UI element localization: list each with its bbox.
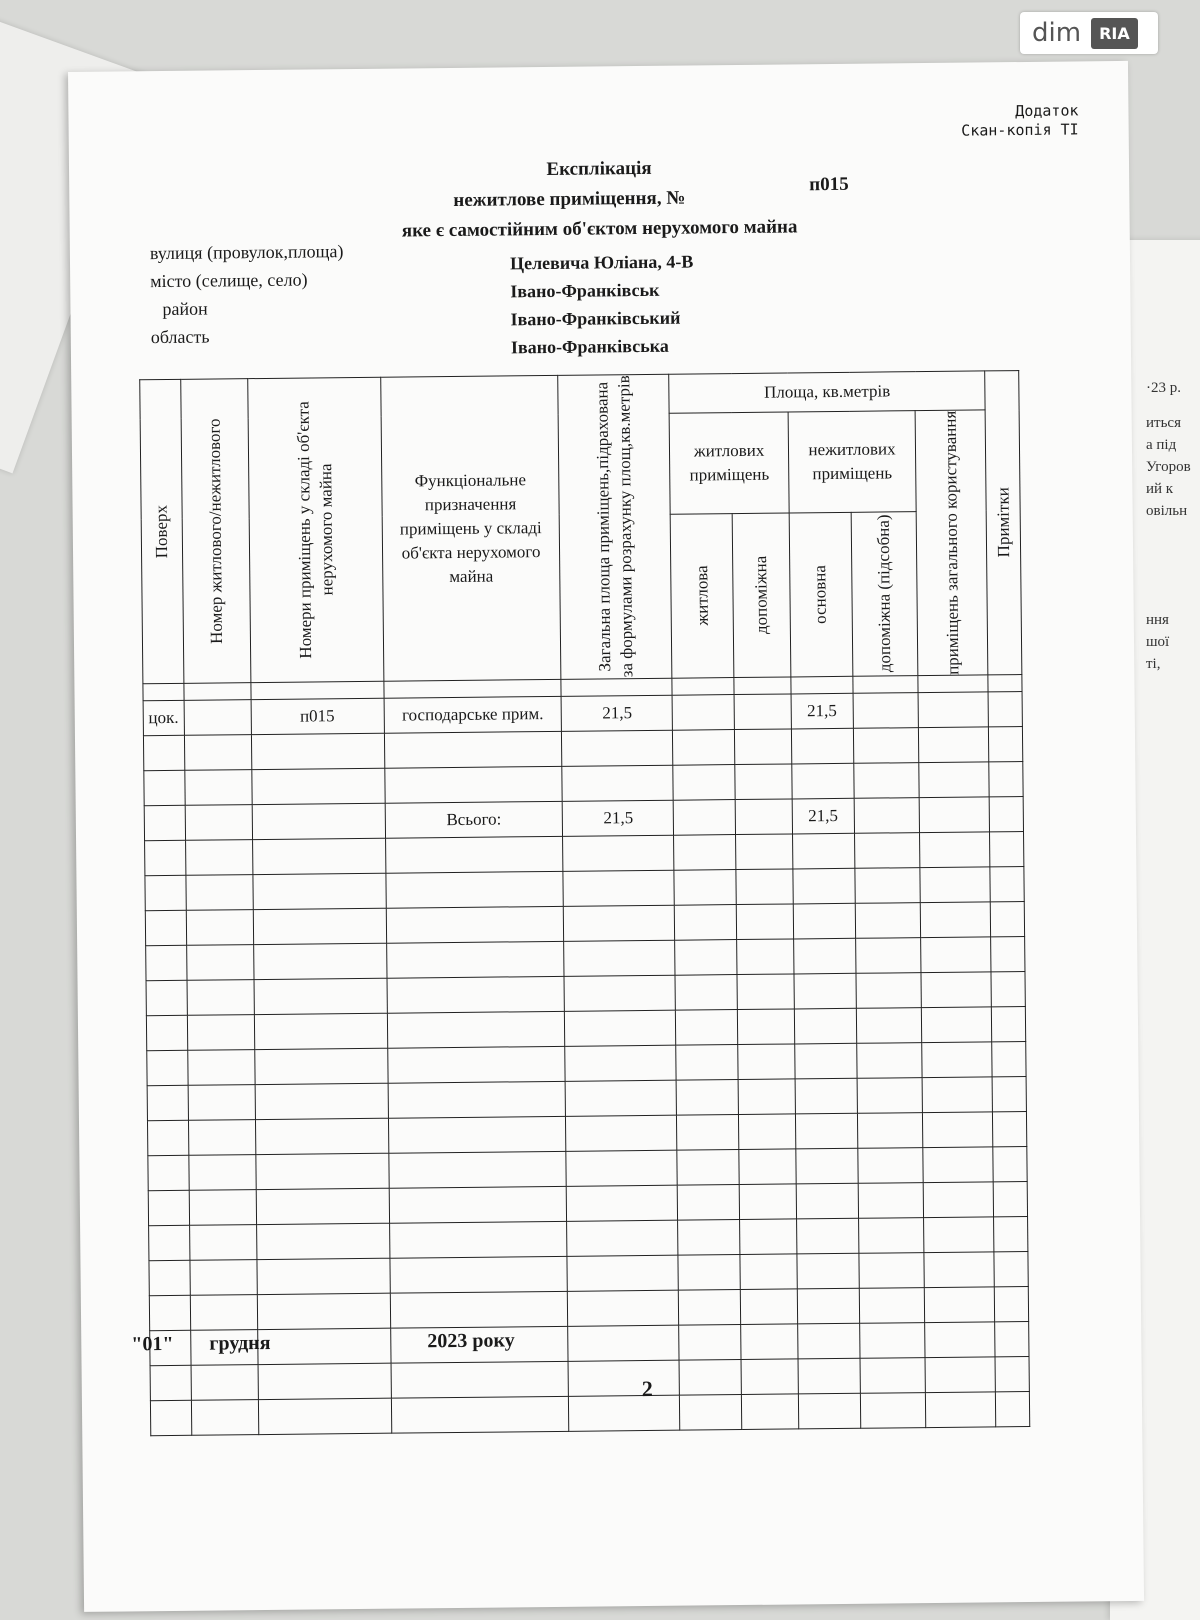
region-label: область bbox=[150, 326, 210, 348]
district-label: район bbox=[162, 298, 208, 320]
cell-number bbox=[184, 700, 251, 736]
city-label: місто (селище, село) bbox=[150, 269, 308, 292]
header-residential: житлових приміщень bbox=[670, 412, 789, 514]
cell-total-area: 21,5 bbox=[562, 695, 673, 731]
header-area-group: Площа, кв.метрів bbox=[669, 371, 985, 413]
footer-year: 2023 року bbox=[427, 1329, 515, 1353]
header-room-numbers: Номери приміщень у складі об'єкта нерухомого майна bbox=[247, 377, 383, 682]
cell-total-area-sum: 21,5 bbox=[563, 800, 674, 836]
dimria-logo[interactable] bbox=[1020, 12, 1158, 54]
background-text: а під bbox=[1146, 437, 1177, 453]
header-nonres-main: основна bbox=[789, 512, 853, 677]
title-line: яке є самостійним об'єктом нерухомого майна bbox=[401, 216, 798, 242]
document-title bbox=[69, 149, 1130, 250]
logo-ria-badge: RIA bbox=[1091, 18, 1138, 49]
logo-dim-text: dim bbox=[1032, 18, 1082, 48]
footer-month: грудня bbox=[209, 1331, 271, 1355]
header-nonres-aux: допоміжна (підсобна) bbox=[851, 511, 918, 676]
cell-nonres-main: 21,5 bbox=[791, 693, 853, 729]
background-text: Угоров bbox=[1146, 459, 1191, 475]
header-total-area: Загальна площа приміщень,підрахована за формулами розрахунку площ,кв.метрів bbox=[558, 374, 672, 679]
street-value: Целевича Юліана, 4-В bbox=[509, 251, 694, 274]
background-text: овільн bbox=[1146, 503, 1188, 519]
header-residential-aux: допоміжна bbox=[732, 513, 790, 678]
city-value: Івано-Франківськ bbox=[510, 279, 660, 302]
addendum-line: Скан-копія ТІ bbox=[961, 120, 1079, 140]
cell-floor: цок. bbox=[143, 700, 184, 735]
cell-total-label: Всього: bbox=[385, 801, 563, 838]
addendum-note bbox=[961, 101, 1079, 140]
addendum-line: Додаток bbox=[1015, 101, 1079, 121]
explication-table bbox=[139, 370, 1030, 1436]
header-floor: Поверх bbox=[140, 379, 184, 684]
header-number: Номер житлового/нежитлового bbox=[180, 379, 250, 684]
object-number: п015 bbox=[809, 173, 849, 196]
background-text: ·23 р. bbox=[1146, 380, 1181, 396]
header-notes: Примітки bbox=[985, 371, 1022, 675]
header-purpose: Функціональне призначення приміщень у складі об'єкта нерухомого майна bbox=[380, 375, 561, 681]
footer-day: "01" bbox=[131, 1332, 174, 1356]
header-common-use: приміщень загального користування bbox=[915, 410, 987, 676]
background-text: ті, bbox=[1146, 656, 1161, 672]
header-nonresidential: нежитлових приміщень bbox=[788, 411, 917, 513]
background-text: ий к bbox=[1146, 481, 1174, 497]
cell-purpose: господарське прим. bbox=[384, 696, 562, 733]
cell-nonres-main-sum: 21,5 bbox=[792, 798, 854, 834]
background-text: ння bbox=[1146, 612, 1169, 628]
title-line: Експлікація bbox=[546, 157, 652, 180]
header-residential-living: житлова bbox=[671, 513, 734, 678]
street-label: вулиця (провулок,площа) bbox=[149, 241, 344, 264]
background-text: иться bbox=[1146, 415, 1181, 431]
background-text: шої bbox=[1146, 634, 1170, 650]
document-page bbox=[68, 61, 1144, 1612]
region-value: Івано-Франківська bbox=[510, 335, 669, 358]
cell-room-number: п015 bbox=[251, 698, 384, 734]
title-line: нежитлове приміщення, № bbox=[453, 187, 686, 211]
district-value: Івано-Франківський bbox=[510, 307, 681, 330]
page-number: 2 bbox=[641, 1375, 653, 1402]
